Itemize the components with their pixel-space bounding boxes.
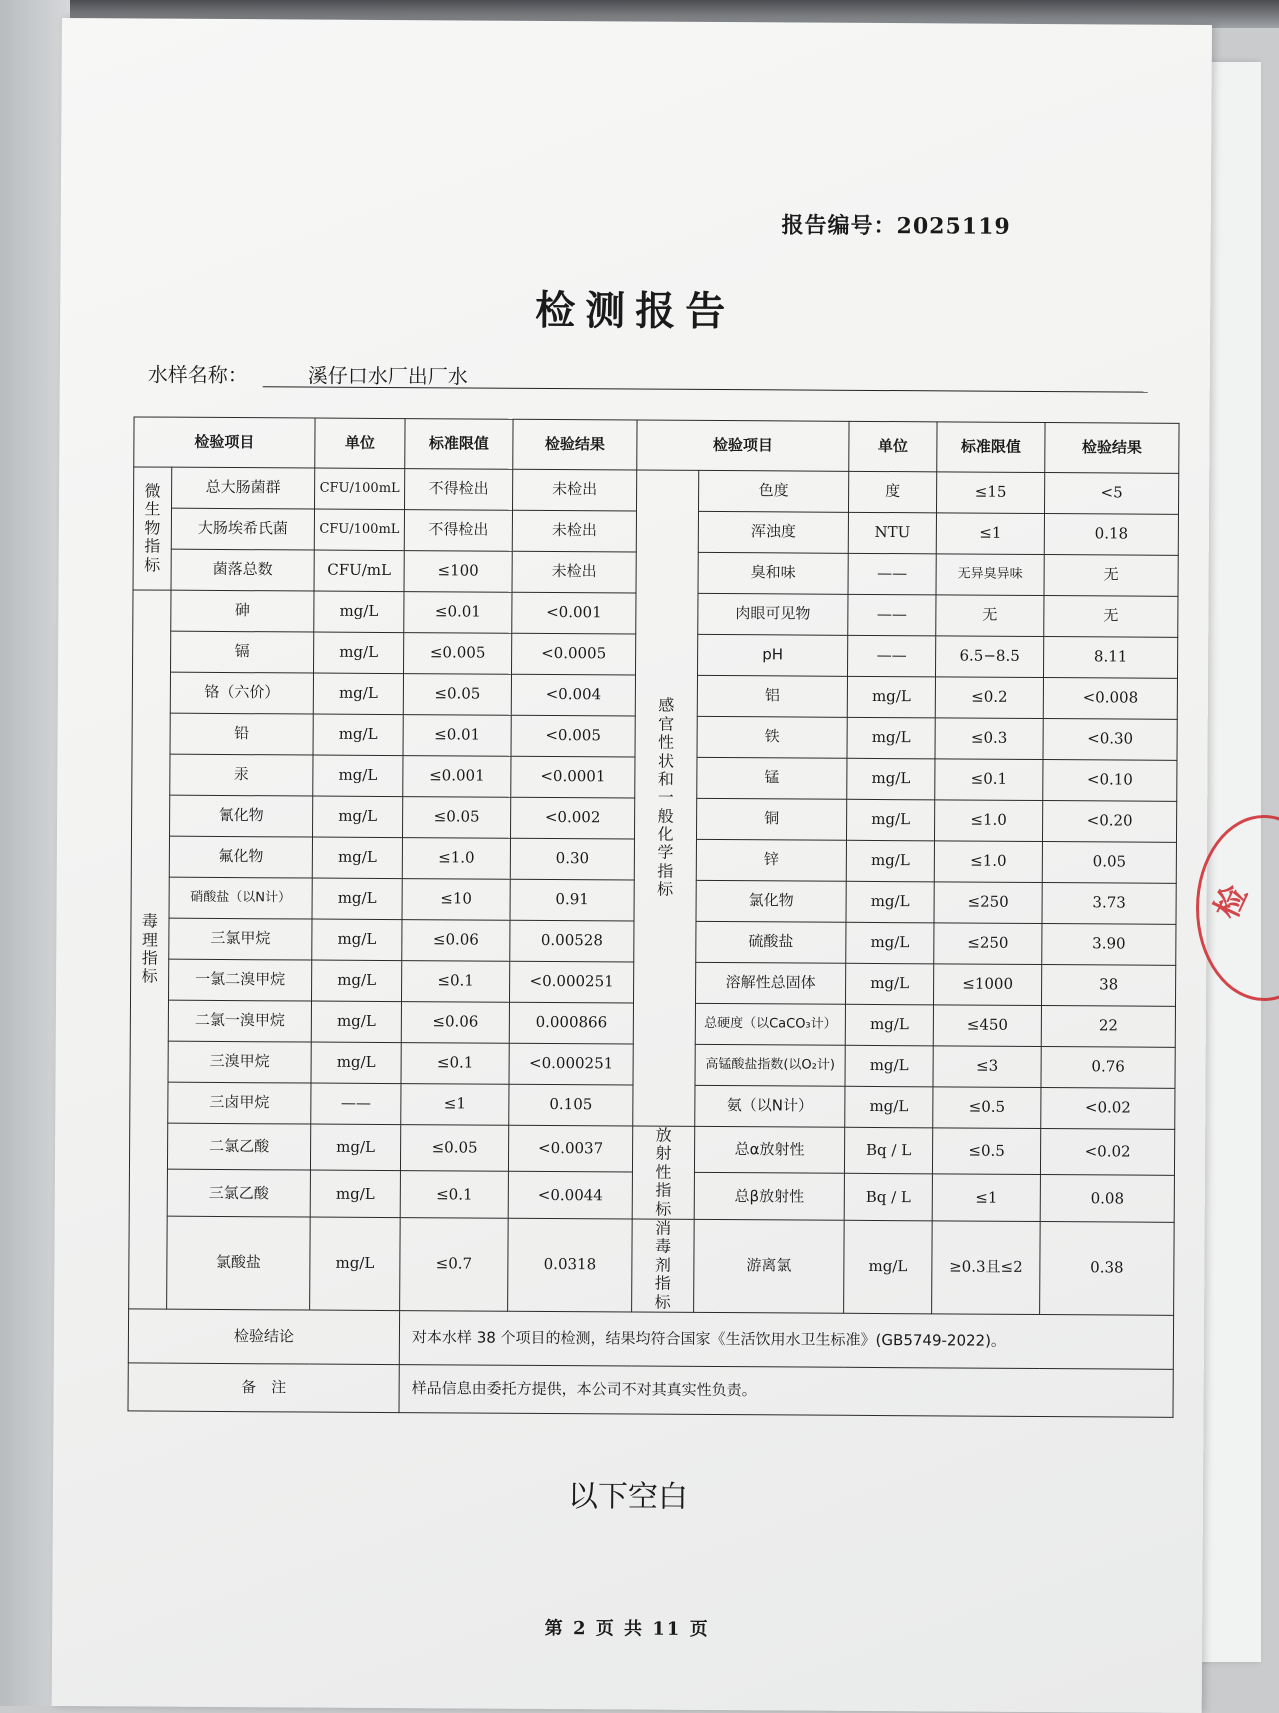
left-item-limit: ≤0.01 [403,715,511,757]
right-item-limit: ≤1000 [934,964,1042,1006]
sample-name-value: 溪仔口水厂出厂水 [307,363,468,389]
left-item-name: 总大肠菌群 [172,467,315,509]
right-item-name: 铝 [697,675,847,717]
left-item-limit: ≤0.001 [403,756,511,798]
right-item-limit: ≤3 [933,1046,1041,1088]
right-item-result: 3.90 [1042,924,1176,966]
right-item-unit: mg/L [847,717,935,759]
left-item-limit: ≤0.005 [404,633,512,675]
table-row [134,467,1179,514]
header-limit: 标准限值 [405,419,513,470]
category-label: 毒理指标 [141,911,159,986]
right-item-result: <0.20 [1043,801,1177,843]
results-table [127,416,1179,1417]
right-item-limit: ≤250 [934,923,1042,965]
right-item-result: 0.08 [1040,1175,1174,1222]
left-item-result: 未检出 [513,469,637,511]
right-item-result: <0.008 [1043,678,1177,720]
right-item-limit: ≤0.5 [933,1087,1041,1129]
right-item-result: 0.76 [1041,1047,1175,1089]
right-item-name: 铜 [697,798,847,840]
right-item-name: 硫酸盐 [696,921,846,963]
left-item-unit: mg/L [313,714,403,756]
right-item-limit: ≤15 [937,472,1045,514]
right-item-unit: NTU [848,512,936,554]
category-label: 消毒剂指标 [654,1218,672,1312]
seal-fragment: 检 [1206,879,1255,925]
left-item-limit: ≤0.05 [403,797,511,839]
right-item-unit: mg/L [846,840,934,882]
left-item-limit: ≤0.7 [400,1218,509,1312]
left-item-unit: mg/L [312,960,402,1002]
left-item-result: 未检出 [512,510,636,552]
right-item-result: 0.38 [1040,1221,1175,1315]
left-item-unit: mg/L [310,1171,400,1218]
category-disinfect [632,1219,695,1312]
right-item-name: 浑浊度 [698,511,848,553]
left-item-name: 铅 [170,713,313,755]
left-item-result: <0.000251 [510,961,634,1003]
right-item-limit: ≤1 [936,513,1044,555]
left-item-result: 未检出 [512,551,636,593]
left-item-limit: ≤0.1 [401,1043,509,1085]
remark-label: 备 注 [128,1363,399,1413]
right-item-result: 0.18 [1044,514,1178,556]
sample-name-row [148,357,1148,393]
left-item-limit: 不得检出 [404,510,512,552]
category-radio [632,1126,695,1219]
right-item-name: 氯化物 [696,880,846,922]
right-item-unit: mg/L [847,676,935,718]
left-item-name: 大肠埃希氏菌 [171,508,314,550]
left-item-limit: ≤0.1 [402,961,510,1003]
left-item-name: 砷 [171,590,314,632]
left-item-name: 铬（六价） [170,672,313,714]
left-item-unit: CFU/100mL [315,468,405,510]
left-item-limit: ≤0.06 [401,1002,509,1044]
left-item-unit: mg/L [313,673,403,715]
right-item-result: 3.73 [1042,883,1176,925]
right-item-name: pH [698,634,848,676]
sample-name-label: 水样名称： [147,362,248,388]
right-item-limit: ≤0.3 [935,718,1043,760]
right-item-unit: mg/L [847,758,935,800]
right-item-limit: ≤1.0 [935,800,1043,842]
left-item-result: <0.004 [511,674,635,716]
right-item-unit: —— [848,635,936,677]
right-item-limit: ≤0.5 [932,1128,1040,1175]
left-item-unit: mg/L [313,796,403,838]
left-item-unit: mg/L [313,755,403,797]
right-item-name: 高锰酸盐指数(以O₂计) [695,1044,845,1086]
right-item-result: 8.11 [1044,637,1178,679]
right-item-result: <0.30 [1043,719,1177,761]
left-item-name: 氰化物 [170,795,313,837]
left-item-result: 0.30 [510,838,634,880]
left-item-unit: mg/L [310,1124,400,1171]
right-item-unit: —— [848,553,936,595]
left-item-name: 硝酸盐（以N计） [169,877,312,919]
right-item-result: 无 [1044,555,1178,597]
conclusion-label: 检验结论 [128,1309,399,1365]
conclusion-text: 对本水样 38 个项目的检测，结果均符合国家《生活饮用水卫生标准》(GB5749-2022)。 [399,1310,1173,1369]
header-limit-right: 标准限值 [937,422,1045,473]
left-item-result: <0.0037 [508,1125,632,1172]
left-item-unit: CFU/mL [314,550,404,592]
left-item-limit: ≤0.05 [403,674,511,716]
left-item-limit: ≤0.01 [404,592,512,634]
right-item-unit: mg/L [846,922,934,964]
left-item-name: 镉 [171,631,314,673]
remark-row [128,1363,1173,1417]
remark-text: 样品信息由委托方提供，本公司不对其真实性负责。 [399,1364,1173,1417]
table-header-row [134,417,1179,473]
right-item-limit: 6.5−8.5 [936,636,1044,678]
right-item-limit: ≤0.2 [935,677,1043,719]
report-page [52,18,1212,1713]
right-item-result: 0.05 [1042,842,1176,884]
right-item-name: 铁 [697,716,847,758]
right-item-name: 臭和味 [698,552,848,594]
right-item-name: 总α放射性 [694,1126,844,1173]
right-item-name: 锰 [697,757,847,799]
right-item-limit: ≤1.0 [934,841,1042,883]
left-item-limit: ≤0.1 [400,1171,508,1218]
right-item-limit: ≤0.1 [935,759,1043,801]
right-item-limit: ≤450 [933,1005,1041,1047]
left-item-limit: ≤1.0 [402,838,510,880]
right-item-unit: mg/L [845,1004,933,1046]
left-item-name: 三氯甲烷 [169,918,312,960]
left-item-result: 0.00528 [510,920,634,962]
left-item-result: <0.0044 [508,1172,632,1219]
left-item-result: <0.000251 [509,1043,633,1085]
left-item-name: 三溴甲烷 [168,1041,311,1083]
header-unit-right: 单位 [849,421,937,472]
right-item-limit: 无异臭异味 [936,554,1044,596]
right-item-result: <0.02 [1041,1088,1175,1130]
header-result: 检验结果 [513,419,637,470]
left-item-limit: ≤100 [404,551,512,593]
conclusion-row [128,1309,1173,1369]
table-row [129,1123,1174,1176]
right-item-name: 总硬度（以CaCO₃计） [695,1003,845,1045]
right-item-unit: mg/L [846,963,934,1005]
left-item-unit: mg/L [310,1217,401,1311]
page-number: 第 2 页 共 11 页 [544,1617,710,1640]
right-item-unit: mg/L [844,1220,933,1313]
left-item-limit: ≤0.05 [400,1125,508,1172]
blank-below-note: 以下空白 [567,1479,689,1515]
left-item-result: <0.005 [511,715,635,757]
category-label: 微生物指标 [144,481,161,575]
left-item-name: 二氯乙酸 [167,1123,310,1170]
right-item-name: 氨（以N计） [695,1085,845,1127]
header-result-right: 检验结果 [1045,423,1179,474]
right-item-result: 38 [1042,965,1176,1007]
left-item-result: 0.91 [510,879,634,921]
right-item-unit: mg/L [845,1045,933,1087]
left-item-result: <0.0005 [512,633,636,675]
left-item-result: 0.0318 [508,1218,633,1312]
right-item-name: 溶解性总固体 [696,962,846,1004]
right-item-unit: mg/L [845,1086,933,1128]
left-item-unit: mg/L [311,1001,401,1043]
right-item-result: <0.02 [1040,1128,1174,1175]
left-item-name: 汞 [170,754,313,796]
header-unit: 单位 [315,418,405,469]
table-row [129,1216,1175,1315]
left-item-unit: CFU/100mL [314,509,404,551]
left-item-name: 菌落总数 [171,549,314,591]
left-item-limit: ≤0.06 [402,920,510,962]
left-item-name: 氟化物 [169,836,312,878]
left-item-unit: —— [311,1083,401,1125]
category-sensory [633,470,699,1126]
left-item-name: 三氯乙酸 [167,1170,310,1217]
right-item-name: 游离氯 [694,1219,845,1313]
header-item-right: 检验项目 [637,420,849,471]
left-item-unit: mg/L [314,591,404,633]
left-item-result: 0.105 [509,1084,633,1126]
left-item-limit: ≤1 [401,1084,509,1126]
table-body [129,467,1179,1315]
report-number: 报告编号：2025119 [781,212,1011,240]
right-item-result: 无 [1044,596,1178,638]
category-toxic [129,590,171,1309]
right-item-unit: Bq / L [844,1127,932,1174]
right-item-limit: 无 [936,595,1044,637]
right-item-limit: ≤1 [932,1174,1040,1221]
left-item-name: 二氯一溴甲烷 [168,1000,311,1042]
right-item-name: 锌 [696,839,846,881]
right-item-limit: ≥0.3且≤2 [932,1221,1041,1315]
left-item-unit: mg/L [312,837,402,879]
right-item-unit: mg/L [846,881,934,923]
right-item-result: 22 [1041,1006,1175,1048]
left-item-name: 三卤甲烷 [168,1082,311,1124]
left-item-unit: mg/L [312,919,402,961]
header-item: 检验项目 [134,417,315,468]
right-item-unit: —— [848,594,936,636]
document-title: 检测报告 [535,286,736,336]
category-micro [133,467,172,590]
right-item-limit: ≤250 [934,882,1042,924]
left-item-result: <0.001 [512,592,636,634]
category-label: 感官性状和一般化学指标 [657,695,675,899]
right-item-result: <5 [1045,473,1179,515]
right-item-unit: 度 [849,471,937,513]
right-item-name: 肉眼可见物 [698,593,848,635]
right-item-unit: Bq / L [844,1174,932,1221]
right-item-result: <0.10 [1043,760,1177,802]
category-label: 放射性指标 [655,1125,672,1219]
left-item-name: 氯酸盐 [167,1216,311,1310]
right-item-unit: mg/L [847,799,935,841]
left-item-unit: mg/L [312,878,402,920]
left-item-result: 0.000866 [509,1002,633,1044]
left-item-limit: 不得检出 [405,469,513,511]
left-item-unit: mg/L [311,1042,401,1084]
right-item-name: 色度 [699,470,849,512]
right-item-name: 总β放射性 [694,1173,844,1220]
left-item-result: <0.0001 [511,756,635,798]
left-item-result: <0.002 [511,797,635,839]
left-item-limit: ≤10 [402,879,510,921]
left-item-name: 一氯二溴甲烷 [169,959,312,1001]
left-item-unit: mg/L [314,632,404,674]
